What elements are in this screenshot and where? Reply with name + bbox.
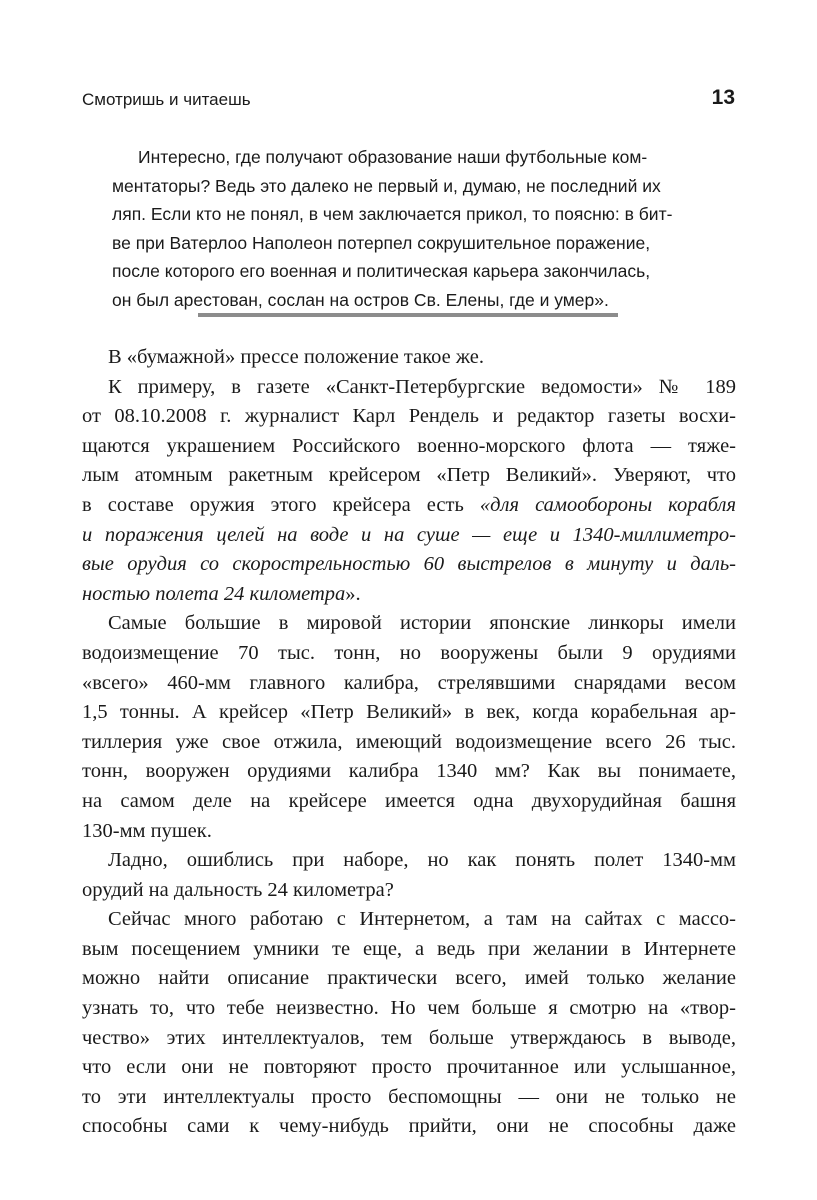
paragraph-5-line: то эти интеллектуалы просто беспомощны — они не только не (82, 1085, 736, 1108)
paragraph-3-line: тиллерия уже свое отжила, имеющий водоизмещение всего 26 тыс. (82, 730, 736, 753)
paragraph-4-line: Ладно, ошиблись при наборе, но как понять полет 1340-мм (108, 849, 736, 872)
paragraph-5-line: можно найти описание практически всего, имей только желание (82, 967, 736, 990)
paragraph-3-line: на самом деле на крейсере имеется одна двухорудийная башня (82, 789, 736, 812)
plain-text: ». (345, 582, 361, 605)
paragraph-2-line: лым атомным ракетным крейсером «Петр Великий». Уверяют, что (82, 464, 736, 487)
quote-line: ляп. Если кто не понял, в чем заключается прикол, то поясню: в бит- (112, 204, 673, 225)
running-title: Смотришь и читаешь (82, 90, 251, 109)
paragraph-2-line: К примеру, в газете «Санкт-Петербургские ведомости» № 189 (108, 375, 736, 398)
paragraph-3-line: «всего» 460-мм главного калибра, стрелявшими снарядами весом (82, 671, 736, 694)
paragraph-5-line: Сейчас много работаю с Интернетом, а там на сайтах с массо- (108, 908, 736, 931)
paragraph-5-line: чество» этих интеллектуалов, тем больше утверждаюсь в выводе, (82, 1026, 736, 1049)
quote-line: после которого его военная и политическая карьера закончилась, (112, 261, 651, 282)
paragraph-5-line: способны сами к чему-нибудь прийти, они не способны даже (82, 1115, 736, 1138)
paragraph-5-line: вым посещением умники те еще, а ведь при желании в Интернете (82, 937, 736, 960)
paragraph-3-line: Самые большие в мировой истории японские линкоры имели (108, 612, 736, 635)
page-header (82, 86, 735, 116)
paragraph-4-line: орудий на дальность 24 километра? (82, 878, 394, 901)
main-text (82, 343, 736, 1142)
paragraph-5-line: узнать то, что тебе неизвестно. Но чем больше я смотрю на «твор- (82, 997, 736, 1020)
quote-line: он был арестован, сослан на остров Св. Елены, где и умер». (112, 289, 609, 310)
italic-quote: ностью полета 24 километра (82, 582, 346, 605)
paragraph-2-line (82, 491, 736, 521)
paragraph-2-line (82, 580, 736, 610)
quote-line: ментаторы? Ведь это далеко не первый и, думаю, не последний их (112, 175, 661, 196)
quote-line: ве при Ватерлоо Наполеон потерпел сокрушительное поражение, (112, 232, 651, 253)
paragraph-3-line: тонн, вооружен орудиями калибра 1340 мм? Как вы понимаете, (82, 760, 736, 783)
paragraph-2-line: щаются украшением Российского военно-морского флота — тяже- (82, 434, 736, 457)
paragraph-5-line: что если они не повторяют просто прочитанное или услышанное, (82, 1056, 736, 1079)
quote-block (112, 143, 706, 315)
paragraph-3-line: водоизмещение 70 тыс. тонн, но вооружены были 9 орудиями (82, 641, 736, 664)
plain-text: в составе оружия этого крейсера есть (82, 493, 480, 516)
italic-quote-line: и поражения целей на воде и на суше — еще и 1340-миллиметро- (82, 523, 736, 546)
italic-quote-line: вые орудия со скорострельностью 60 выстрелов в минуту и даль- (82, 553, 736, 576)
paragraph-3-line: 1,5 тонны. А крейсер «Петр Великий» в век, когда корабельная ар- (82, 701, 736, 724)
paragraph-3-line: 130-мм пушек. (82, 819, 212, 842)
quote-line: Интересно, где получают образование наши футбольные ком- (138, 147, 648, 167)
italic-quote: «для самообороны корабля (479, 493, 736, 516)
section-divider (198, 313, 618, 317)
page-number: 13 (711, 86, 735, 109)
paragraph-1-line: В «бумажной» прессе положение такое же. (108, 346, 484, 368)
paragraph-2-line: от 08.10.2008 г. журналист Карл Рендель и редактор газеты восхи- (82, 405, 736, 428)
